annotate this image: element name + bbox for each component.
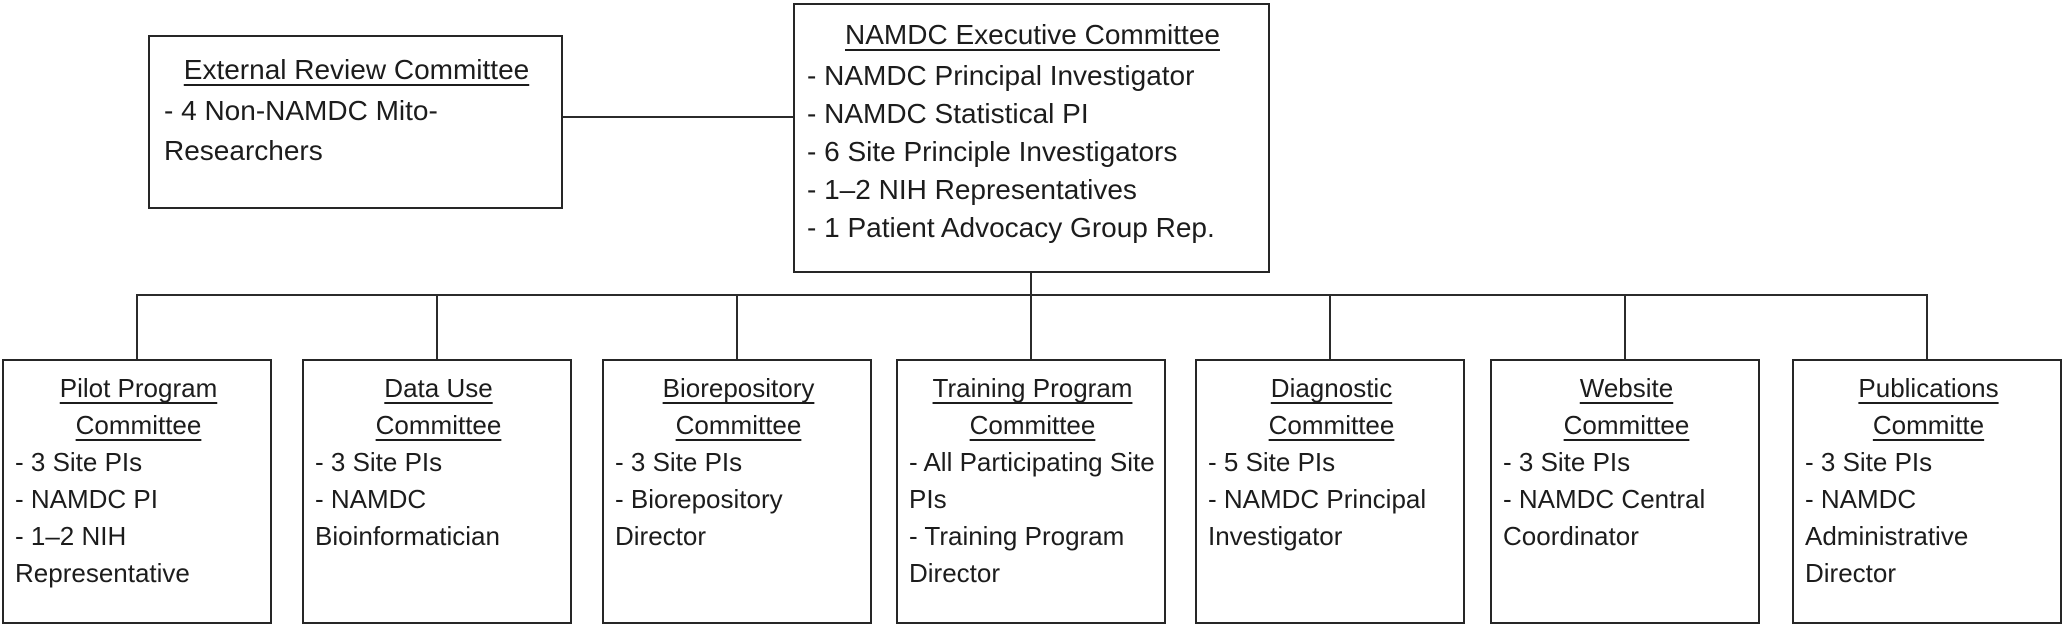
website-committee-box <box>1490 359 1760 624</box>
training-program-committee-box <box>896 359 1166 624</box>
biorepository-committee-member: - Biorepository Director <box>615 484 783 551</box>
data-use-committee-member: - 3 Site PIs <box>315 447 443 477</box>
website-committee-title: Website <box>1579 373 1674 403</box>
executive-committee-member: - NAMDC Statistical PI <box>807 98 1089 129</box>
connector-drop-publications <box>1926 294 1928 360</box>
executive-committee-member: - NAMDC Principal Investigator <box>807 60 1195 91</box>
connector-drop-data-use <box>436 294 438 360</box>
diagnostic-committee-box <box>1195 359 1465 624</box>
data-use-committee-member: - NAMDC Bioinformatician <box>315 484 500 551</box>
biorepository-committee-box <box>602 359 872 624</box>
executive-committee-title: NAMDC Executive Committee <box>845 19 1220 50</box>
training-program-committee-member: - Training Program Director <box>909 521 1125 588</box>
connector-drop-biorepository <box>736 294 738 360</box>
biorepository-committee-title: Biorepository <box>662 373 815 403</box>
data-use-committee-title: Committee <box>375 410 502 440</box>
executive-committee-member: - 1 Patient Advocacy Group Rep. <box>807 212 1215 243</box>
training-program-committee-title: Training Program <box>932 373 1133 403</box>
website-committee-member: - NAMDC Central Coordinator <box>1503 484 1706 551</box>
diagnostic-committee-title: Committee <box>1268 410 1395 440</box>
website-committee-member: - 3 Site PIs <box>1503 447 1631 477</box>
diagnostic-committee-member: - NAMDC Principal Investigator <box>1208 484 1427 551</box>
biorepository-committee-title: Committee <box>675 410 802 440</box>
publications-committee-member: - 3 Site PIs <box>1805 447 1933 477</box>
diagnostic-committee-member: - 5 Site PIs <box>1208 447 1336 477</box>
pilot-program-committee-title: Pilot Program <box>59 373 218 403</box>
connector-executive-stem <box>1030 271 1032 360</box>
training-program-committee-title: Committee <box>969 410 1096 440</box>
connector-external-to-executive <box>561 116 795 118</box>
external-review-committee-box <box>148 35 563 209</box>
connector-drop-website <box>1624 294 1626 360</box>
data-use-committee-title: Data Use <box>384 373 493 403</box>
pilot-program-committee-title: Committee <box>75 410 202 440</box>
training-program-committee-member: - All Participating Site PIs <box>909 447 1155 514</box>
biorepository-committee-member: - 3 Site PIs <box>615 447 743 477</box>
external-review-committee-title: External Review Committee <box>183 54 530 85</box>
publications-committee-title: Publications <box>1858 373 1999 403</box>
pilot-program-committee-member: - 1–2 NIH Representative <box>15 521 190 588</box>
diagnostic-committee-title: Diagnostic <box>1270 373 1393 403</box>
data-use-committee-box <box>302 359 572 624</box>
website-committee-title: Committee <box>1563 410 1690 440</box>
executive-committee-member: - 1–2 NIH Representatives <box>807 174 1137 205</box>
executive-committee-member: - 6 Site Principle Investigators <box>807 136 1178 167</box>
connector-horizontal-bus <box>136 294 1928 296</box>
pilot-program-committee-member: - NAMDC PI <box>15 484 158 514</box>
executive-committee-box <box>793 3 1270 273</box>
connector-drop-pilot <box>136 294 138 360</box>
publications-committee-title: Committe <box>1872 410 1985 440</box>
external-review-committee-member: - 4 Non-NAMDC Mito-Researchers <box>164 95 438 166</box>
publications-committee-member: - NAMDC Administrative Director <box>1805 484 1969 588</box>
connector-drop-diagnostic <box>1329 294 1331 360</box>
pilot-program-committee-member: - 3 Site PIs <box>15 447 143 477</box>
publications-committee-box <box>1792 359 2062 624</box>
pilot-program-committee-box <box>2 359 272 624</box>
